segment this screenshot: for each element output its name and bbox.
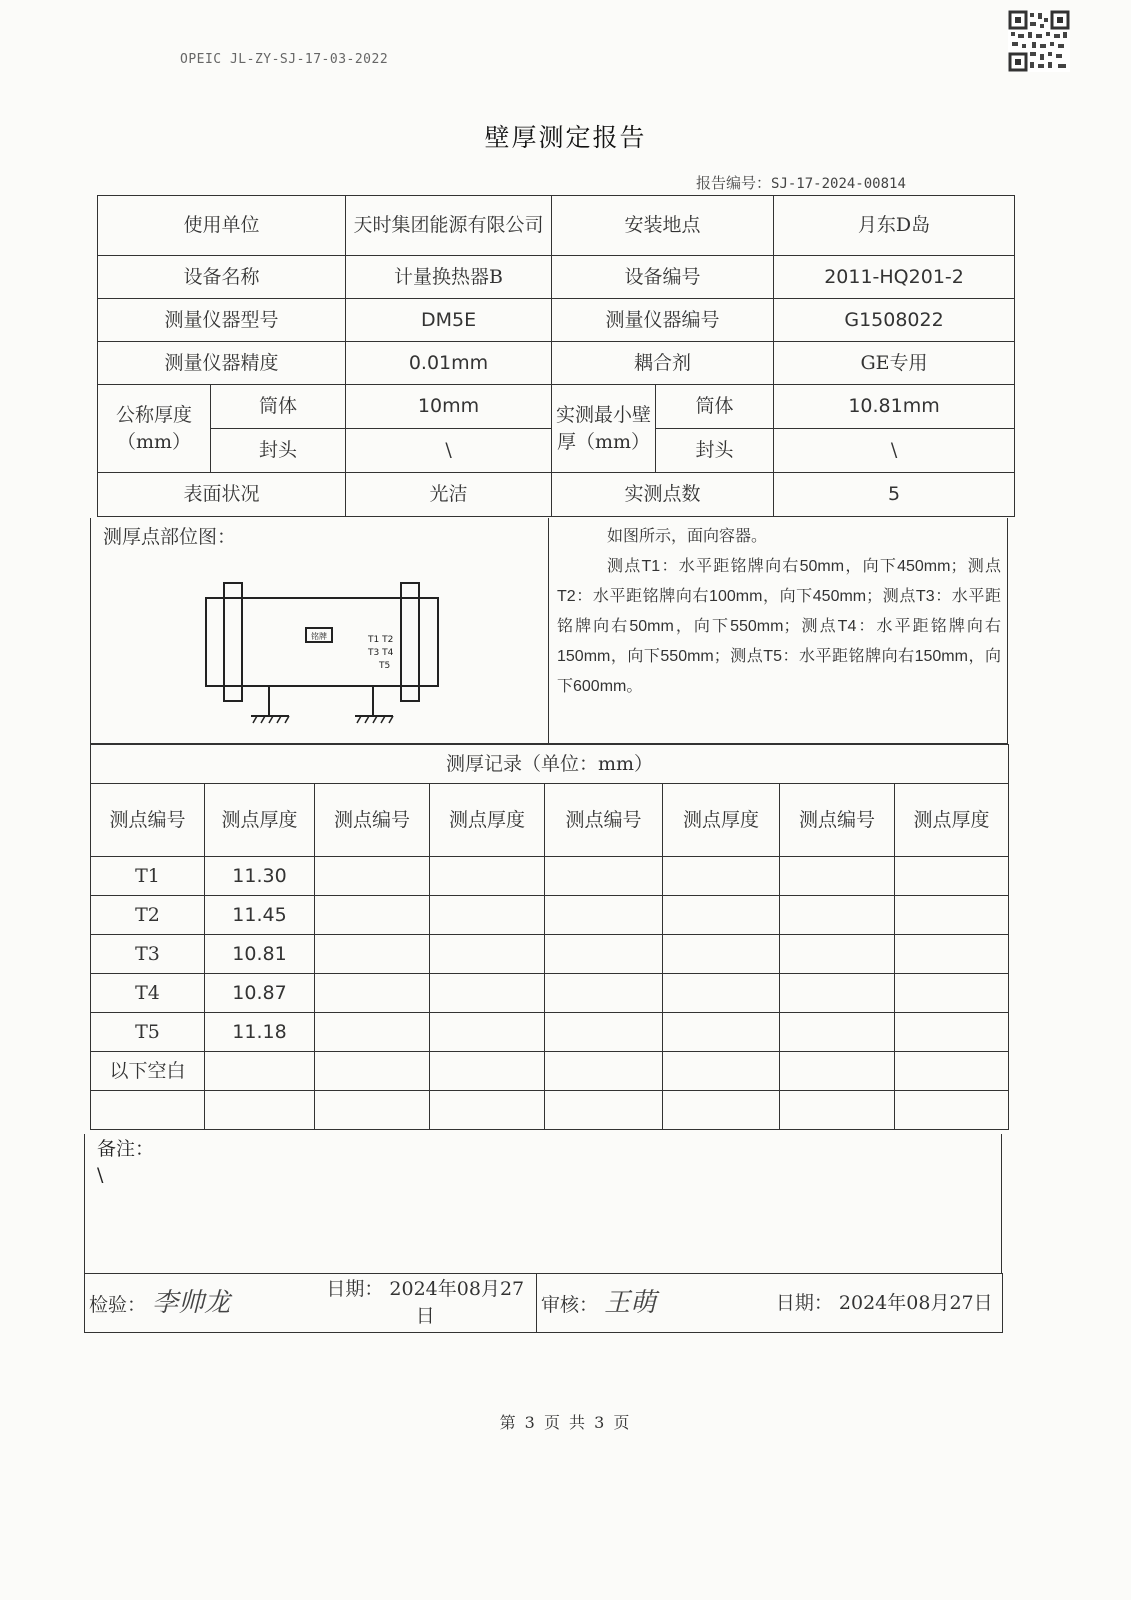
document-code: OPEIC JL-ZY-SJ-17-03-2022 [180, 52, 389, 67]
signature-table [84, 1273, 1003, 1333]
empty-cell [545, 1052, 663, 1091]
point-id-cell: T2 [91, 896, 205, 935]
page-title: 壁厚测定报告 [484, 123, 647, 152]
table-row [91, 1052, 1009, 1091]
diagram-label: 测厚点部位图： [103, 526, 237, 548]
empty-cell [430, 1091, 545, 1130]
column-header: 测点编号 [315, 784, 430, 857]
empty-cell [780, 974, 895, 1013]
points-count-label: 实测点数 [552, 473, 774, 517]
left-flange [224, 583, 242, 701]
instrument-precision-value: 0.01mm [346, 342, 552, 385]
empty-cell [895, 935, 1009, 974]
nominal-shell-value: 10mm [346, 385, 552, 429]
empty-cell [663, 935, 780, 974]
vessel-diagram [201, 573, 451, 733]
qr-code-icon [1008, 10, 1070, 72]
empty-cell [545, 896, 663, 935]
column-header: 测点编号 [91, 784, 205, 857]
empty-cell [663, 1091, 780, 1130]
empty-cell [780, 896, 895, 935]
diagram-description [557, 522, 1001, 702]
instrument-no-value: G1508022 [774, 299, 1015, 342]
install-site-value: 月东D岛 [774, 196, 1015, 256]
remarks-section [84, 1134, 1002, 1274]
point-thickness-cell [205, 1052, 315, 1091]
empty-cell [430, 1052, 545, 1091]
table-row [91, 935, 1009, 974]
empty-cell [895, 1013, 1009, 1052]
instrument-model-value: DM5E [346, 299, 552, 342]
inspect-date-value: 2024年08月27日 [389, 1278, 525, 1327]
surface-value: 光洁 [346, 473, 552, 517]
report-number [696, 172, 906, 193]
empty-cell [315, 935, 430, 974]
remarks-value: \ [97, 1164, 104, 1186]
table-row [91, 896, 1009, 935]
point-id-cell: 以下空白 [91, 1052, 205, 1091]
equipment-no-label: 设备编号 [552, 256, 774, 299]
empty-cell [895, 1052, 1009, 1091]
empty-cell [545, 935, 663, 974]
measured-head-value: \ [774, 429, 1015, 473]
empty-cell [663, 896, 780, 935]
equipment-name-value: 计量换热器B [346, 256, 552, 299]
inspector-label: 检验： [89, 1293, 147, 1316]
instrument-no-label: 测量仪器编号 [552, 299, 774, 342]
point-label-t3-t4: T3 T4 [368, 648, 394, 658]
info-table [97, 195, 1015, 517]
empty-cell [545, 1091, 663, 1130]
description-line-1: 如图所示，面向容器。 [607, 528, 768, 545]
table-row [91, 1091, 1009, 1130]
point-thickness-cell: 11.18 [205, 1013, 315, 1052]
empty-cell [663, 1013, 780, 1052]
empty-cell [315, 974, 430, 1013]
nominal-head-label: 封头 [211, 429, 346, 473]
reviewer-signature: 王萌 [604, 1287, 657, 1318]
point-id-cell: T3 [91, 935, 205, 974]
point-label-t5: T5 [379, 661, 391, 671]
column-header: 测点厚度 [895, 784, 1009, 857]
instrument-model-label: 测量仪器型号 [98, 299, 346, 342]
user-unit-value: 天时集团能源有限公司 [346, 196, 552, 256]
empty-cell [315, 1091, 430, 1130]
point-label-t1-t2: T1 T2 [368, 635, 394, 645]
column-header: 测点编号 [780, 784, 895, 857]
empty-cell [663, 1052, 780, 1091]
empty-cell [430, 1013, 545, 1052]
nominal-shell-label: 筒体 [211, 385, 346, 429]
inspect-date-cell [315, 1274, 537, 1333]
point-thickness-cell: 10.81 [205, 935, 315, 974]
empty-cell [780, 857, 895, 896]
column-header: 测点厚度 [430, 784, 545, 857]
point-id-cell: T4 [91, 974, 205, 1013]
empty-cell [545, 857, 663, 896]
point-thickness-cell: 11.30 [205, 857, 315, 896]
empty-cell [315, 1013, 430, 1052]
point-thickness-cell: 11.45 [205, 896, 315, 935]
reviewer-cell [537, 1274, 767, 1333]
couplant-label: 耦合剂 [552, 342, 774, 385]
empty-cell [780, 1091, 895, 1130]
equipment-no-value: 2011-HQ201-2 [774, 256, 1015, 299]
empty-cell [315, 1052, 430, 1091]
right-flange [401, 583, 419, 701]
diagram-divider [548, 518, 549, 744]
empty-cell [315, 896, 430, 935]
column-header: 测点厚度 [663, 784, 780, 857]
column-header: 测点厚度 [205, 784, 315, 857]
empty-cell [430, 935, 545, 974]
instrument-precision-label: 测量仪器精度 [98, 342, 346, 385]
point-id-cell: T5 [91, 1013, 205, 1052]
couplant-value: GE专用 [774, 342, 1015, 385]
nameplate-text: 铭牌 [311, 632, 327, 641]
measured-shell-value: 10.81mm [774, 385, 1015, 429]
record-caption: 测厚记录（单位：mm） [91, 745, 1009, 784]
point-thickness-cell: 10.87 [205, 974, 315, 1013]
empty-cell [780, 1013, 895, 1052]
surface-label: 表面状况 [98, 473, 346, 517]
empty-cell [895, 857, 1009, 896]
point-id-cell: T1 [91, 857, 205, 896]
points-count-value: 5 [774, 473, 1015, 517]
review-date-label: 日期： [775, 1291, 833, 1314]
empty-cell [663, 857, 780, 896]
empty-cell [895, 974, 1009, 1013]
diagram-section [90, 518, 1008, 744]
point-thickness-cell [205, 1091, 315, 1130]
empty-cell [780, 935, 895, 974]
remarks-label: 备注： [97, 1138, 155, 1160]
review-date-cell [767, 1274, 1003, 1333]
thickness-record-table [90, 744, 1009, 1130]
table-row [91, 857, 1009, 896]
empty-cell [663, 974, 780, 1013]
table-row [91, 974, 1009, 1013]
inspector-signature: 李帅龙 [152, 1287, 231, 1318]
page-footer: 第 3 页 共 3 页 [499, 1413, 632, 1432]
column-header: 测点编号 [545, 784, 663, 857]
empty-cell [315, 857, 430, 896]
report-number-value: SJ-17-2024-00814 [771, 176, 906, 192]
review-date-value: 2024年08月27日 [838, 1291, 993, 1314]
empty-cell [895, 896, 1009, 935]
empty-cell [780, 1052, 895, 1091]
measured-shell-label: 筒体 [656, 385, 774, 429]
empty-cell [430, 857, 545, 896]
ground-hatching [253, 716, 393, 723]
empty-cell [430, 896, 545, 935]
empty-cell [430, 974, 545, 1013]
empty-cell [895, 1091, 1009, 1130]
nominal-thickness-label: 公称厚度（mm） [98, 385, 211, 473]
equipment-name-label: 设备名称 [98, 256, 346, 299]
measured-head-label: 封头 [656, 429, 774, 473]
measured-min-label: 实测最小壁厚（mm） [552, 385, 656, 473]
inspector-cell [85, 1274, 315, 1333]
reviewer-label: 审核： [541, 1293, 599, 1316]
point-id-cell [91, 1091, 205, 1130]
empty-cell [545, 1013, 663, 1052]
inspect-date-label: 日期： [326, 1278, 384, 1301]
nominal-head-value: \ [346, 429, 552, 473]
empty-cell [545, 974, 663, 1013]
user-unit-label: 使用单位 [98, 196, 346, 256]
install-site-label: 安装地点 [552, 196, 774, 256]
report-number-label: 报告编号： [696, 174, 772, 192]
description-line-2: 测点T1：水平距铭牌向右50mm，向下450mm；测点T2：水平距铭牌向右100mm，向下450mm；测点T3：水平距铭牌向右50mm，向下550mm；测点T4：水平距铭牌向右150mm，向下550mm；测点T5：水平距铭牌向右150mm，向下600mm。 [557, 558, 1001, 695]
table-row [91, 1013, 1009, 1052]
